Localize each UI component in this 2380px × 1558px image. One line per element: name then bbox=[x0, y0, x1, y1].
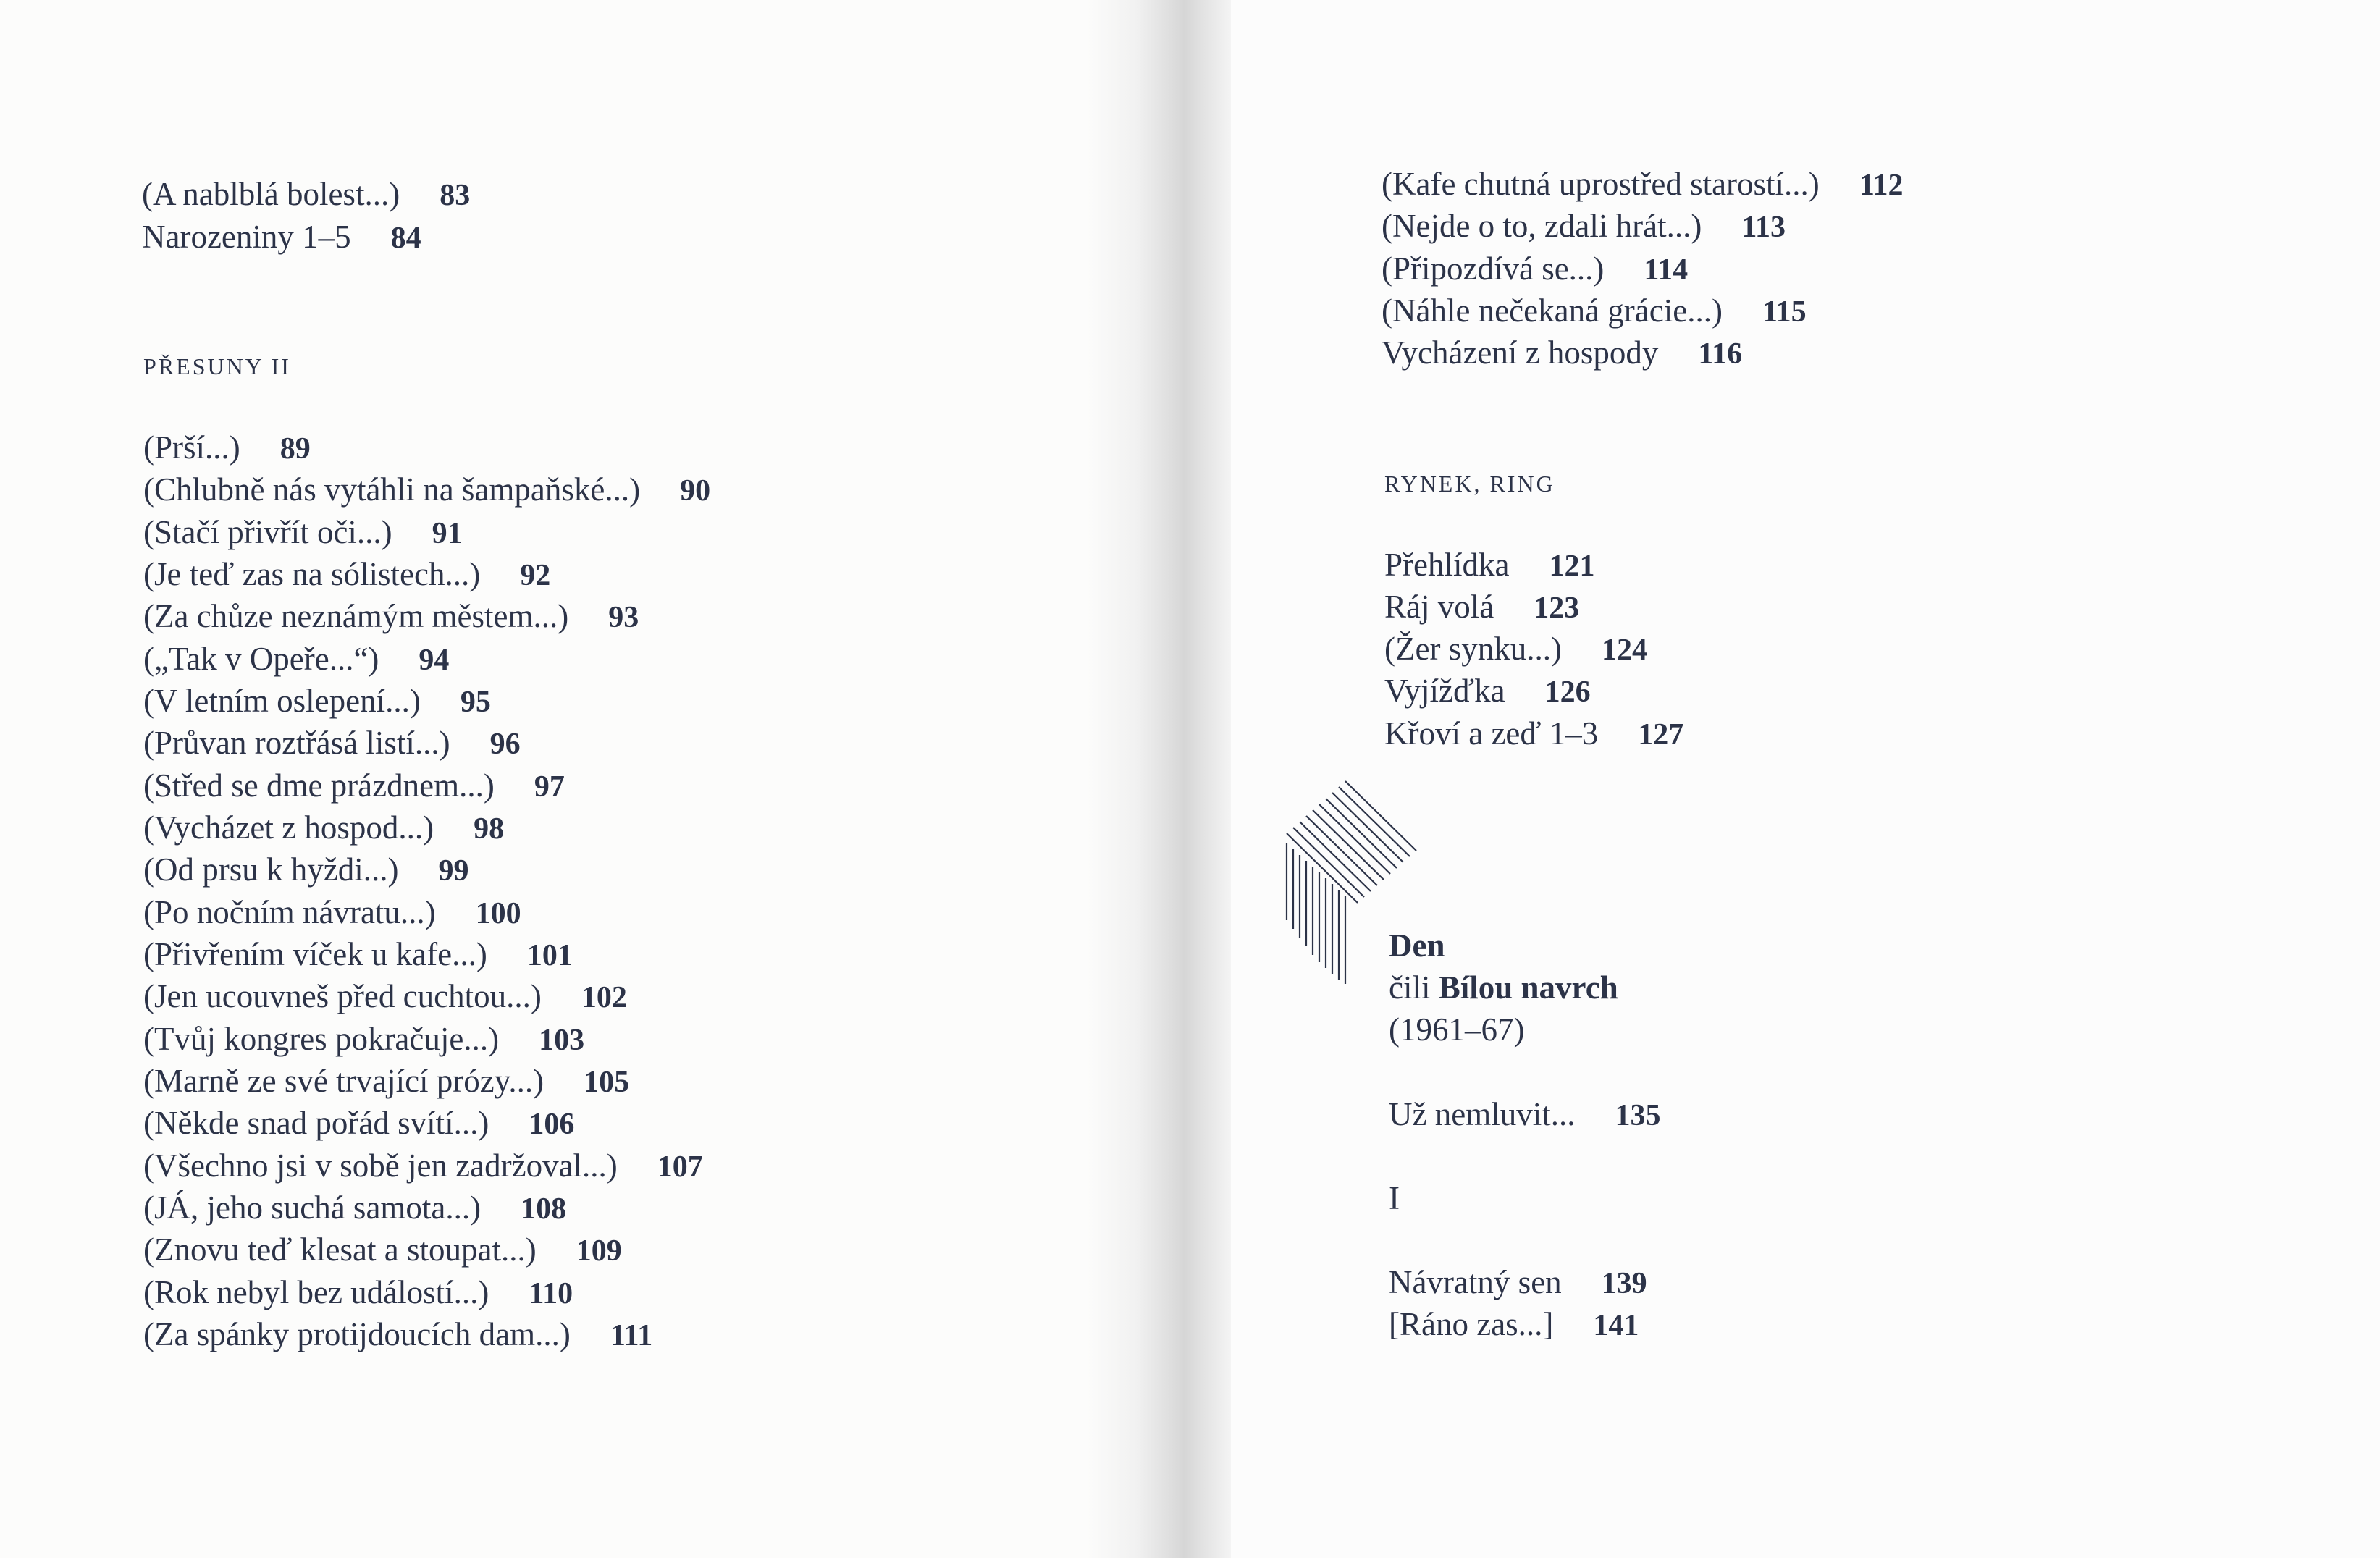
toc-entry bbox=[143, 1145, 703, 1187]
entry-title: (Rok nebyl bez událostí...) bbox=[143, 1274, 489, 1310]
entry-title: („Tak v Opeře...“) bbox=[143, 641, 379, 677]
entry-page-number: 98 bbox=[474, 812, 505, 846]
entry-title: Vyjížďka bbox=[1384, 673, 1505, 709]
entry-page-number: 84 bbox=[390, 222, 421, 255]
toc-entry bbox=[143, 1061, 629, 1103]
entry-title: (Tvůj kongres pokračuje...) bbox=[143, 1021, 500, 1057]
toc-entry bbox=[143, 427, 311, 469]
entry-title: (Za chůze neznámým městem...) bbox=[143, 598, 569, 634]
toc-entry bbox=[1382, 290, 1807, 332]
entry-title: (Žer synku...) bbox=[1384, 631, 1562, 667]
entry-title: (Připozdívá se...) bbox=[1382, 250, 1605, 287]
entry-page-number: 102 bbox=[581, 981, 627, 1014]
toc-entry bbox=[1384, 586, 1579, 628]
toc-entry bbox=[143, 681, 491, 723]
toc-entry bbox=[143, 1272, 573, 1314]
entry-page-number: 94 bbox=[419, 644, 450, 677]
toc-entry bbox=[142, 216, 421, 258]
entry-title: Už nemluvit... bbox=[1389, 1096, 1576, 1132]
toc-entry bbox=[1382, 206, 1786, 248]
toc-entry bbox=[1389, 1094, 1660, 1136]
collection-subtitle-bold: Bílou navrch bbox=[1438, 969, 1618, 1006]
entry-page-number: 108 bbox=[521, 1192, 567, 1226]
entry-page-number: 96 bbox=[489, 728, 521, 761]
collection-subtitle-prefix: čili bbox=[1389, 969, 1439, 1006]
entry-title: (Někde snad pořád svítí...) bbox=[143, 1105, 489, 1141]
entry-page-number: 100 bbox=[475, 897, 521, 930]
toc-entry bbox=[143, 596, 639, 638]
entry-page-number: 115 bbox=[1762, 295, 1807, 329]
toc-entry bbox=[1384, 544, 1594, 586]
entry-title: (Prší...) bbox=[143, 429, 240, 466]
section-heading-presuny-ii: PŘESUNY II bbox=[143, 353, 291, 379]
entry-title: (A nablblá bolest...) bbox=[142, 176, 400, 212]
entry-title: (Stačí přivřít oči...) bbox=[143, 514, 392, 550]
entry-page-number: 111 bbox=[610, 1319, 653, 1352]
entry-page-number: 95 bbox=[460, 686, 491, 719]
entry-page-number: 127 bbox=[1638, 718, 1684, 751]
toc-entry bbox=[143, 469, 710, 511]
entry-title: Vycházení z hospody bbox=[1382, 334, 1659, 371]
toc-entry bbox=[143, 723, 521, 765]
entry-title: (Střed se dme prázdnem...) bbox=[143, 767, 495, 804]
collection-years: (1961–67) bbox=[1389, 1011, 1525, 1048]
entry-page-number: 113 bbox=[1741, 211, 1786, 244]
entry-page-number: 121 bbox=[1549, 549, 1595, 583]
entry-title: (JÁ, jeho suchá samota...) bbox=[143, 1189, 482, 1226]
entry-page-number: 123 bbox=[1534, 591, 1580, 625]
entry-title: (Znovu teď klesat a stoupat...) bbox=[143, 1231, 537, 1268]
entry-title: (Po nočním návratu...) bbox=[143, 894, 436, 930]
toc-entry bbox=[143, 849, 468, 891]
toc-entry bbox=[1384, 713, 1683, 755]
entry-title: Návratný sen bbox=[1389, 1264, 1562, 1300]
entry-title: (V letním oslepení...) bbox=[143, 683, 421, 719]
entry-page-number: 124 bbox=[1601, 633, 1647, 667]
entry-title: (Jen ucouvneš před cuchtou...) bbox=[143, 978, 542, 1014]
entry-page-number: 91 bbox=[432, 517, 463, 550]
collection-subtitle bbox=[1389, 967, 1618, 1008]
entry-page-number: 90 bbox=[680, 474, 711, 508]
entry-title: Narozeniny 1–5 bbox=[142, 219, 351, 255]
entry-page-number: 106 bbox=[529, 1108, 575, 1141]
toc-entry bbox=[143, 639, 449, 681]
toc-entry bbox=[142, 174, 470, 216]
entry-page-number: 89 bbox=[279, 432, 311, 466]
entry-page-number: 103 bbox=[539, 1024, 585, 1057]
entry-title: Přehlídka bbox=[1384, 547, 1510, 583]
toc-entry bbox=[143, 512, 463, 554]
entry-title: (Přivřením víček u kafe...) bbox=[143, 936, 487, 972]
toc-entry bbox=[1382, 332, 1742, 374]
collection-title: Den bbox=[1389, 927, 1445, 964]
entry-page-number: 92 bbox=[520, 559, 551, 592]
entry-title: (Vycházet z hospod...) bbox=[143, 809, 434, 846]
entry-title: (Průvan roztřásá listí...) bbox=[143, 725, 450, 761]
toc-entry bbox=[1384, 670, 1591, 712]
entry-title: (Marně ze své trvající prózy...) bbox=[143, 1063, 544, 1099]
toc-entry bbox=[1384, 628, 1647, 670]
toc-entry bbox=[143, 1187, 566, 1229]
part-label: I bbox=[1389, 1180, 1400, 1216]
entry-page-number: 141 bbox=[1593, 1309, 1639, 1342]
book-gutter bbox=[1086, 0, 1231, 1558]
entry-page-number: 109 bbox=[576, 1234, 622, 1268]
entry-title: (Náhle nečekaná grácie...) bbox=[1382, 292, 1723, 329]
toc-entry bbox=[1389, 1304, 1639, 1346]
entry-title: (Od prsu k hyždi...) bbox=[143, 851, 399, 888]
toc-entry bbox=[1382, 164, 1904, 206]
entry-page-number: 135 bbox=[1615, 1099, 1661, 1132]
entry-title: Ráj volá bbox=[1384, 589, 1494, 625]
entry-page-number: 114 bbox=[1644, 253, 1689, 287]
entry-title: (Kafe chutná uprostřed starostí...) bbox=[1382, 166, 1820, 202]
entry-page-number: 83 bbox=[440, 179, 471, 212]
entry-title: (Za spánky protijdoucích dam...) bbox=[143, 1316, 571, 1352]
entry-title: Křoví a zeď 1–3 bbox=[1384, 715, 1599, 751]
section-heading-rynek-ring: RYNEK, RING bbox=[1384, 471, 1555, 497]
toc-entry bbox=[143, 1229, 622, 1271]
entry-page-number: 112 bbox=[1859, 169, 1904, 202]
entry-page-number: 97 bbox=[534, 770, 565, 804]
toc-entry bbox=[143, 807, 504, 849]
entry-page-number: 110 bbox=[529, 1277, 573, 1310]
entry-title: (Nejde o to, zdali hrát...) bbox=[1382, 208, 1702, 244]
entry-title: (Všechno jsi v sobě jen zadržoval...) bbox=[143, 1148, 618, 1184]
entry-page-number: 116 bbox=[1698, 337, 1743, 371]
toc-entry bbox=[143, 554, 550, 596]
entry-page-number: 126 bbox=[1544, 675, 1591, 709]
toc-entry bbox=[143, 1019, 584, 1061]
toc-entry bbox=[143, 934, 573, 976]
entry-page-number: 101 bbox=[526, 939, 573, 972]
entry-page-number: 107 bbox=[657, 1150, 703, 1184]
toc-entry bbox=[1389, 1262, 1647, 1304]
toc-entry bbox=[143, 1103, 574, 1145]
entry-title: (Chlubně nás vytáhli na šampaňské...) bbox=[143, 471, 641, 508]
entry-title: (Je teď zas na sólistech...) bbox=[143, 556, 481, 592]
toc-entry bbox=[143, 892, 521, 934]
entry-page-number: 139 bbox=[1601, 1267, 1647, 1300]
entry-title: [Ráno zas...] bbox=[1389, 1306, 1554, 1342]
toc-entry bbox=[143, 976, 627, 1018]
entry-page-number: 105 bbox=[584, 1066, 630, 1099]
entry-page-number: 99 bbox=[438, 854, 469, 888]
entry-page-number: 93 bbox=[608, 601, 639, 634]
toc-entry bbox=[143, 1314, 652, 1356]
toc-entry bbox=[1382, 248, 1688, 290]
toc-entry bbox=[143, 765, 565, 807]
